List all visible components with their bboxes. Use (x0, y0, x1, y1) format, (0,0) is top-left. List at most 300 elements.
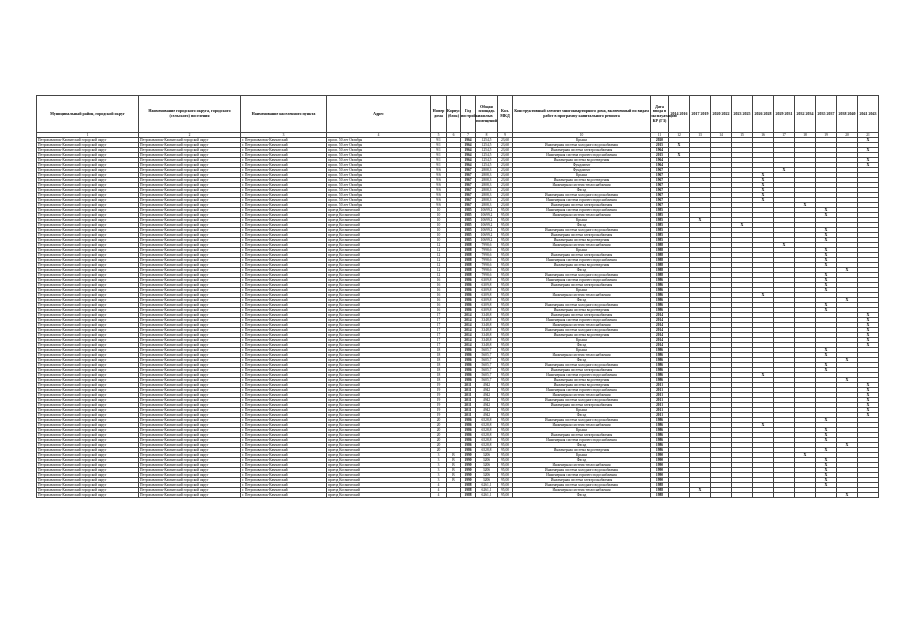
table-cell: проезд Космический (327, 493, 431, 498)
table-cell: 1988 (461, 258, 476, 263)
year-mark-cell (795, 493, 816, 498)
table-cell: Петропавловск-Камчатский городской округ (139, 173, 241, 178)
table-cell: 1986 (651, 298, 669, 303)
table-cell: 9/6 (431, 173, 447, 178)
table-cell: Петропавловск-Камчатский городской округ (139, 343, 241, 348)
table-cell: 6309,8 (476, 293, 498, 298)
table-cell: Петропавловск-Камчатский городской округ (37, 448, 139, 453)
table-cell: Инженерная система электроснабжения (513, 368, 651, 373)
table-cell: г. Петропавловск-Камчатский (241, 358, 327, 363)
table-cell: 6528,8 (476, 438, 498, 443)
table-cell: 17 (431, 318, 447, 323)
table-cell: Петропавловск-Камчатский городской округ (139, 383, 241, 388)
table-cell: 10699,2 (476, 208, 498, 213)
table-cell: 1964 (651, 163, 669, 168)
table-cell: Крыша (513, 428, 651, 433)
table-cell: 95,00 (498, 348, 513, 353)
table-cell: 17 (431, 313, 447, 318)
table-cell: 19 (431, 383, 447, 388)
table-cell: 1254,5 (476, 153, 498, 158)
table-cell: г. Петропавловск-Камчатский (241, 228, 327, 233)
table-cell: Петропавловск-Камчатский городской округ (139, 188, 241, 193)
table-cell: 18 (431, 358, 447, 363)
table-cell: Петропавловск-Камчатский городской округ (139, 248, 241, 253)
table-cell: 95,00 (498, 443, 513, 448)
table-cell: 1990 (461, 468, 476, 473)
table-cell: 2011 (461, 383, 476, 388)
table-cell: Петропавловск-Камчатский городской округ (37, 228, 139, 233)
table-cell: проезд Космический (327, 353, 431, 358)
table-cell: 10 (431, 218, 447, 223)
table-cell: Инженерная система холодного водоснабжения (513, 303, 651, 308)
table-cell: Петропавловск-Камчатский городской округ (139, 433, 241, 438)
table-cell: Крыша (513, 348, 651, 353)
table-cell: 1986 (461, 373, 476, 378)
year-mark-cell (690, 493, 711, 498)
table-cell: 1986 (461, 353, 476, 358)
table-cell: 95,00 (498, 258, 513, 263)
column-number: 18 (795, 133, 816, 138)
year-mark-cell: X (816, 463, 837, 468)
year-mark-cell: X (816, 238, 837, 243)
year-mark-cell: X (753, 293, 774, 298)
table-cell: Петропавловск-Камчатский городской округ (37, 398, 139, 403)
table-cell: Петропавловск-Камчатский городской округ (37, 163, 139, 168)
table-cell: Инженерная система горячего водоснабжения (513, 258, 651, 263)
table-cell: 1986 (461, 448, 476, 453)
table-cell: 23,60 (498, 168, 513, 173)
column-header: 2038 2040 (837, 96, 858, 133)
table-cell: 1986 (461, 348, 476, 353)
table-cell: 3 (431, 478, 447, 483)
table-cell: 2808,3 (476, 173, 498, 178)
table-cell: г. Петропавловск-Камчатский (241, 178, 327, 183)
table-cell: г. Петропавловск-Камчатский (241, 473, 327, 478)
table-cell: Петропавловск-Камчатский городской округ (37, 233, 139, 238)
table-cell: Инженерная система электроснабжения (513, 403, 651, 408)
table-cell: проезд Космический (327, 358, 431, 363)
table-cell: Петропавловск-Камчатский городской округ (139, 458, 241, 463)
table-cell: 95,00 (498, 493, 513, 498)
year-mark-cell: X (753, 183, 774, 188)
table-cell: Петропавловск-Камчатский городской округ (139, 353, 241, 358)
table-cell: просп. 50 лет Октября (327, 163, 431, 168)
table-cell: 12 (431, 263, 447, 268)
table-cell: Инженерная система горячего водоснабжения (513, 153, 651, 158)
table-cell: 10 (431, 233, 447, 238)
table-cell: 2014 (651, 343, 669, 348)
table-cell: 2011 (461, 398, 476, 403)
table-cell: проезд Космический (327, 318, 431, 323)
table-cell: 95,00 (498, 283, 513, 288)
table-cell: 1986 (651, 423, 669, 428)
table-cell: г. Петропавловск-Камчатский (241, 408, 327, 413)
table-cell: Петропавловск-Камчатский городской округ (37, 413, 139, 418)
table-cell: 2808,3 (476, 168, 498, 173)
table-cell: Петропавловск-Камчатский городской округ (37, 188, 139, 193)
table-cell: 5605,7 (476, 353, 498, 358)
table-cell: 1985 (651, 218, 669, 223)
table-cell: 95,00 (498, 223, 513, 228)
table-cell: просп. 50 лет Октября (327, 148, 431, 153)
table-cell: 1254,5 (476, 138, 498, 143)
table-cell: 95,00 (498, 363, 513, 368)
table-cell: 95,00 (498, 413, 513, 418)
column-header: Общая площадь жилых помещений (476, 96, 498, 133)
table-cell: 7998,6 (476, 268, 498, 273)
table-cell: г. Петропавловск-Камчатский (241, 313, 327, 318)
table-cell: проезд Космический (327, 423, 431, 428)
table-cell: г. Петропавловск-Камчатский (241, 233, 327, 238)
table-cell: 1988 (651, 483, 669, 488)
table-cell: Петропавловск-Камчатский городской округ (37, 238, 139, 243)
table-cell: Петропавловск-Камчатский городской округ (139, 203, 241, 208)
table-cell: 10699,2 (476, 238, 498, 243)
table-cell: 95,00 (498, 478, 513, 483)
table-cell: 12 (431, 258, 447, 263)
table-cell: 23,60 (498, 158, 513, 163)
column-number: 17 (774, 133, 795, 138)
table-cell: Петропавловск-Камчатский городской округ (139, 443, 241, 448)
table-cell: проезд Космический (327, 418, 431, 423)
table-cell: просп. 50 лет Октября (327, 168, 431, 173)
table-cell: 5605,7 (476, 368, 498, 373)
table-cell: г. Петропавловск-Камчатский (241, 383, 327, 388)
table-cell: Инженерная система водоотведения (513, 378, 651, 383)
table-cell: Инженерная система электроснабжения (513, 433, 651, 438)
table-cell: 10 (431, 208, 447, 213)
table-cell: Петропавловск-Камчатский городской округ (37, 388, 139, 393)
year-mark-cell: X (837, 443, 858, 448)
table-cell: 3206 (476, 478, 498, 483)
table-cell: Петропавловск-Камчатский городской округ (37, 493, 139, 498)
table-cell: проезд Космический (327, 208, 431, 213)
table-cell: 4942 (476, 393, 498, 398)
table-cell: 1986 (461, 303, 476, 308)
table-cell: Инженерная система горячего водоснабжения (513, 198, 651, 203)
table-cell: 18 (431, 363, 447, 368)
year-mark-cell: X (858, 413, 879, 418)
table-cell: 95,00 (498, 323, 513, 328)
table-cell: Петропавловск-Камчатский городской округ (139, 483, 241, 488)
table-cell: г. Петропавловск-Камчатский (241, 493, 327, 498)
table-cell: Петропавловск-Камчатский городской округ (139, 358, 241, 363)
table-cell: 1967 (461, 203, 476, 208)
table-cell: проезд Космический (327, 333, 431, 338)
table-cell: Петропавловск-Камчатский городской округ (37, 168, 139, 173)
table-cell: Петропавловск-Камчатский городской округ (37, 298, 139, 303)
table-cell: 95,00 (498, 433, 513, 438)
table-cell: Петропавловск-Камчатский городской округ (139, 373, 241, 378)
table-cell: Петропавловск-Камчатский городской округ (37, 198, 139, 203)
table-cell: Петропавловск-Камчатский городской округ (139, 333, 241, 338)
year-mark-cell (711, 493, 732, 498)
table-cell: Инженерная система горячего водоснабжения (513, 278, 651, 283)
year-mark-cell: X (816, 473, 837, 478)
table-cell: проезд Космический (327, 313, 431, 318)
table-cell: 1988 (461, 493, 476, 498)
table-cell: Петропавловск-Камчатский городской округ (37, 468, 139, 473)
table-cell: 2808,3 (476, 178, 498, 183)
table-cell: 6309,8 (476, 308, 498, 313)
table-cell: Петропавловск-Камчатский городской округ (139, 288, 241, 293)
table-cell: Петропавловск-Камчатский городской округ (139, 363, 241, 368)
year-mark-cell: X (816, 253, 837, 258)
table-cell: 1967 (651, 188, 669, 193)
table-cell: Петропавловск-Камчатский городской округ (37, 213, 139, 218)
column-header: Корпус (блок) (447, 96, 461, 133)
table-cell: 95,00 (498, 488, 513, 493)
table-cell: 12 (431, 243, 447, 248)
table-cell: проезд Космический (327, 373, 431, 378)
table-cell: проезд Космический (327, 223, 431, 228)
table-cell: 95,00 (498, 453, 513, 458)
table-cell: 5605,7 (476, 358, 498, 363)
table-cell: 2014 (461, 338, 476, 343)
table-cell: Петропавловск-Камчатский городской округ (37, 278, 139, 283)
table-cell: 9/6 (431, 183, 447, 188)
table-cell: Петропавловск-Камчатский городской округ (37, 223, 139, 228)
table-cell: 6528,8 (476, 428, 498, 433)
table-cell: г. Петропавловск-Камчатский (241, 308, 327, 313)
table-cell: 1986 (651, 418, 669, 423)
table-cell: 2014 (461, 333, 476, 338)
table-cell: Петропавловск-Камчатский городской округ (139, 388, 241, 393)
table-cell: В (447, 478, 461, 483)
table-cell: 18 (431, 373, 447, 378)
table-cell: просп. 50 лет Октября (327, 143, 431, 148)
table-cell: 16 (431, 278, 447, 283)
program-table (36, 95, 878, 498)
table-cell: проезд Космический (327, 433, 431, 438)
table-cell: Фасад (513, 358, 651, 363)
table-cell: Петропавловск-Камчатский городской округ (37, 253, 139, 258)
table-cell: Инженерная система горячего водоснабжения (513, 388, 651, 393)
table-cell: просп. 50 лет Октября (327, 153, 431, 158)
table-cell: 2014 (461, 323, 476, 328)
table-cell: 1986 (461, 428, 476, 433)
table-cell: г. Петропавловск-Камчатский (241, 223, 327, 228)
table-cell: 9/6 (431, 178, 447, 183)
table-cell: г. Петропавловск-Камчатский (241, 413, 327, 418)
table-cell: 1988 (651, 243, 669, 248)
table-cell: 1990 (461, 453, 476, 458)
table-cell: 1988 (651, 263, 669, 268)
table-cell: Петропавловск-Камчатский городской округ (37, 283, 139, 288)
table-cell: Петропавловск-Камчатский городской округ (37, 403, 139, 408)
table-cell: 1986 (461, 423, 476, 428)
table-cell: Петропавловск-Камчатский городской округ (139, 208, 241, 213)
year-mark-cell: X (858, 148, 879, 153)
column-header: Дата ввода в эксплуатацию КР (ГЗ) (651, 96, 669, 133)
year-mark-cell: X (858, 328, 879, 333)
year-mark-cell: X (669, 153, 690, 158)
table-cell: проезд Космический (327, 408, 431, 413)
column-number: 19 (816, 133, 837, 138)
column-header: Наименование населенного пункта (241, 96, 327, 133)
column-number: 16 (753, 133, 774, 138)
table-cell: 95,00 (498, 438, 513, 443)
table-cell: г. Петропавловск-Камчатский (241, 338, 327, 343)
table-cell: 95,00 (498, 303, 513, 308)
table-cell: Петропавловск-Камчатский городской округ (37, 248, 139, 253)
table-cell: 95,00 (498, 468, 513, 473)
table-cell: 18 (431, 353, 447, 358)
table-cell: проезд Космический (327, 293, 431, 298)
table-cell: Инженерная система холодного водоснабжения (513, 418, 651, 423)
table-cell: 6528,8 (476, 443, 498, 448)
table-cell: Фасад (513, 298, 651, 303)
table-cell: 20 (431, 423, 447, 428)
year-mark-cell: X (858, 408, 879, 413)
table-cell: 1967 (651, 193, 669, 198)
table-cell: г. Петропавловск-Камчатский (241, 208, 327, 213)
year-mark-cell: X (774, 168, 795, 173)
table-cell: проезд Космический (327, 288, 431, 293)
table-cell: проезд Космический (327, 438, 431, 443)
table-cell: Петропавловск-Камчатский городской округ (37, 408, 139, 413)
year-mark-cell: X (816, 418, 837, 423)
table-cell: г. Петропавловск-Камчатский (241, 403, 327, 408)
column-number: 9 (498, 133, 513, 138)
table-cell: проезд Космический (327, 283, 431, 288)
table-cell: 1985 (651, 213, 669, 218)
table-cell: Крыша (513, 288, 651, 293)
table-cell: г. Петропавловск-Камчатский (241, 388, 327, 393)
table-cell: г. Петропавловск-Камчатский (241, 318, 327, 323)
table-cell: 95,00 (498, 208, 513, 213)
table-cell: 1254,5 (476, 143, 498, 148)
table-cell: Петропавловск-Камчатский городской округ (139, 423, 241, 428)
table-cell: 4942 (476, 388, 498, 393)
table-cell: 1986 (461, 308, 476, 313)
table-cell: проезд Космический (327, 348, 431, 353)
table-cell: Петропавловск-Камчатский городской округ (37, 423, 139, 428)
table-cell: 7998,6 (476, 243, 498, 248)
table-cell: 95,00 (498, 248, 513, 253)
table-cell: г. Петропавловск-Камчатский (241, 378, 327, 383)
table-cell: Петропавловск-Камчатский городской округ (37, 393, 139, 398)
table-cell: 5605,7 (476, 378, 498, 383)
year-mark-cell: X (858, 158, 879, 163)
table-cell: 1986 (651, 378, 669, 383)
table-cell: г. Петропавловск-Камчатский (241, 283, 327, 288)
column-number: 15 (732, 133, 753, 138)
table-cell: Петропавловск-Камчатский городской округ (139, 193, 241, 198)
table-cell: Инженерная система теплоснабжения (513, 393, 651, 398)
table-cell: г. Петропавловск-Камчатский (241, 433, 327, 438)
table-cell: 1990 (651, 478, 669, 483)
table-cell: Петропавловск-Камчатский городской округ (139, 198, 241, 203)
table-cell: проезд Космический (327, 468, 431, 473)
column-number: 13 (690, 133, 711, 138)
table-cell: 7998,6 (476, 258, 498, 263)
table-cell: г. Петропавловск-Камчатский (241, 348, 327, 353)
table-cell: 95,00 (498, 373, 513, 378)
table-cell: 95,00 (498, 403, 513, 408)
table-cell: 2011 (651, 393, 669, 398)
table-cell: 1967 (461, 173, 476, 178)
table-cell: 2014 (461, 318, 476, 323)
table-cell: Петропавловск-Камчатский городской округ (139, 338, 241, 343)
year-mark-cell: X (858, 403, 879, 408)
table-cell: Петропавловск-Камчатский городской округ (37, 438, 139, 443)
table-cell: Петропавловск-Камчатский городской округ (139, 243, 241, 248)
year-mark-cell: X (858, 333, 879, 338)
table-cell: г. Петропавловск-Камчатский (241, 163, 327, 168)
table-cell: 2011 (461, 388, 476, 393)
table-cell: 1986 (651, 348, 669, 353)
table-cell: 95,00 (498, 408, 513, 413)
table-cell: 1985 (461, 218, 476, 223)
table-cell: Петропавловск-Камчатский городской округ (37, 313, 139, 318)
table-cell: Петропавловск-Камчатский городской округ (37, 368, 139, 373)
year-mark-cell (669, 493, 690, 498)
table-cell: 1964 (461, 143, 476, 148)
table-cell: 6528,8 (476, 418, 498, 423)
table-cell: Инженерная система теплоснабжения (513, 323, 651, 328)
table-cell: 2015 (651, 153, 669, 158)
table-cell: 7998,6 (476, 248, 498, 253)
table-cell: 1990 (461, 458, 476, 463)
table-cell: 1254,5 (476, 163, 498, 168)
column-number: 20 (837, 133, 858, 138)
year-mark-cell: X (816, 258, 837, 263)
table-cell: Инженерная система холодного водоснабжения (513, 193, 651, 198)
table-cell: 1967 (651, 168, 669, 173)
year-mark-cell: X (858, 393, 879, 398)
table-cell: 1988 (461, 263, 476, 268)
table-cell: 95,00 (498, 393, 513, 398)
table-cell: Инженерная система водоотведения (513, 383, 651, 388)
table-cell: 95,00 (498, 293, 513, 298)
table-cell: 3348,8 (476, 318, 498, 323)
table-cell: Петропавловск-Камчатский городской округ (37, 173, 139, 178)
table-cell: 4942 (476, 403, 498, 408)
table-cell: 1986 (651, 278, 669, 283)
table-cell: Петропавловск-Камчатский городской округ (37, 208, 139, 213)
table-cell: 1967 (461, 193, 476, 198)
table-cell: Крыша (513, 408, 651, 413)
table-cell: Петропавловск-Камчатский городской округ (139, 253, 241, 258)
table-cell: Петропавловск-Камчатский городской округ (37, 483, 139, 488)
table-cell: проезд Космический (327, 228, 431, 233)
table-cell: 9/1 (431, 153, 447, 158)
column-number: 10 (513, 133, 651, 138)
year-mark-cell: X (816, 433, 837, 438)
table-cell: 95,00 (498, 368, 513, 373)
header-row (37, 96, 879, 133)
table-cell: 1985 (651, 233, 669, 238)
column-number: 12 (669, 133, 690, 138)
table-cell: 95,00 (498, 298, 513, 303)
table-cell: 3 (431, 453, 447, 458)
table-cell: г. Петропавловск-Камчатский (241, 158, 327, 163)
table-cell: 1986 (651, 303, 669, 308)
table-cell: Петропавловск-Камчатский городской округ (37, 148, 139, 153)
table-cell: 1967 (651, 198, 669, 203)
table-cell: проезд Космический (327, 343, 431, 348)
table-cell: Петропавловск-Камчатский городской округ (37, 263, 139, 268)
table-cell: Крыша (513, 338, 651, 343)
table-cell: Инженерная система водоотведения (513, 308, 651, 313)
table-cell: г. Петропавловск-Камчатский (241, 268, 327, 273)
table-cell: 23,60 (498, 148, 513, 153)
table-cell: 6309,8 (476, 303, 498, 308)
table-cell: 2015 (651, 143, 669, 148)
year-mark-cell: X (795, 203, 816, 208)
table-cell: Инженерная система теплоснабжения (513, 423, 651, 428)
